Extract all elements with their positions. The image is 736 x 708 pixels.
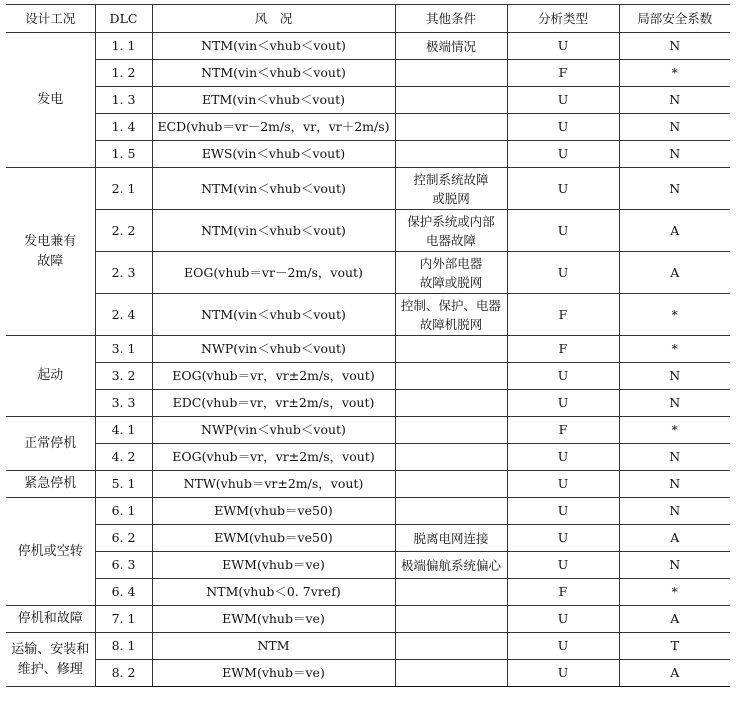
dlc-cell: 6. 1 [95,498,152,525]
header-other-conditions: 其他条件 [395,5,507,33]
other-conditions-cell: 控制系统故障 或脱网 [395,168,507,210]
table-row [6,210,730,252]
analysis-type-cell: U [507,252,619,294]
dlc-cell: 8. 2 [95,660,152,687]
analysis-type-cell: U [507,141,619,168]
other-conditions-cell [395,498,507,525]
safety-factor-cell: N [619,444,730,471]
other-conditions-cell [395,60,507,87]
wind-condition-cell: EOG(vhub＝vr－2m/s，vout) [152,252,395,294]
safety-factor-cell: * [619,579,730,606]
safety-factor-cell: N [619,168,730,210]
other-conditions-cell: 脱离电网连接 [395,525,507,552]
other-conditions-cell [395,141,507,168]
other-conditions-cell [395,336,507,363]
design-condition-text: 运输、安装和 维护、修理 [11,641,90,677]
other-conditions-cell [395,417,507,444]
analysis-type-cell: U [507,33,619,60]
safety-factor-cell: N [619,33,730,60]
other-conditions-cell: 内外部电器 故障或脱网 [395,252,507,294]
header-analysis-type: 分析类型 [507,5,619,33]
header-partial-safety-factor: 局部安全系数 [619,5,730,33]
dlc-cell: 2. 3 [95,252,152,294]
wind-condition-cell: NTM(vin＜vhub＜vout) [152,60,395,87]
safety-factor-cell: N [619,498,730,525]
design-condition-cell [6,168,95,336]
analysis-type-cell: U [507,606,619,633]
table-row [6,633,730,660]
design-condition-text: 紧急停机 [24,476,77,491]
table-row [6,87,730,114]
table-row [6,33,730,60]
design-condition-text: 起动 [37,368,64,383]
safety-factor-cell: N [619,87,730,114]
wind-condition-cell: NTM(vin＜vhub＜vout) [152,33,395,60]
analysis-type-cell: F [507,336,619,363]
dlc-cell: 3. 1 [95,336,152,363]
design-condition-text: 发电兼有 故障 [24,233,77,269]
table-row [6,294,730,336]
dlc-cell: 4. 2 [95,444,152,471]
safety-factor-cell: A [619,525,730,552]
analysis-type-cell: U [507,210,619,252]
safety-factor-cell: T [619,633,730,660]
safety-factor-cell: A [619,252,730,294]
safety-factor-cell: N [619,141,730,168]
dlc-cell: 1. 2 [95,60,152,87]
table-row [6,579,730,606]
design-condition-cell [6,606,95,633]
other-conditions-cell: 极端偏航系统偏心 [395,552,507,579]
analysis-type-cell: U [507,552,619,579]
dlc-cell: 8. 1 [95,633,152,660]
wind-condition-cell: EWM(vhub＝ve) [152,552,395,579]
dlc-cell: 2. 4 [95,294,152,336]
analysis-type-cell: U [507,168,619,210]
table-row [6,60,730,87]
table-row [6,660,730,687]
table-row [6,606,730,633]
table-row [6,525,730,552]
analysis-type-cell: U [507,660,619,687]
wind-condition-cell: NTM [152,633,395,660]
safety-factor-cell: * [619,60,730,87]
dlc-cell: 6. 2 [95,525,152,552]
wind-condition-cell: NTM(vhub＜0. 7vref) [152,579,395,606]
dlc-cell: 2. 2 [95,210,152,252]
dlc-cell: 1. 4 [95,114,152,141]
wind-condition-cell: NTM(vin＜vhub＜vout) [152,168,395,210]
analysis-type-cell: U [507,525,619,552]
table-row [6,168,730,210]
table-row [6,417,730,444]
table-row [6,552,730,579]
analysis-type-cell: U [507,114,619,141]
other-conditions-cell [395,633,507,660]
table-header [6,5,730,33]
wind-condition-cell: NWP(vin＜vhub＜vout) [152,336,395,363]
table-row [6,363,730,390]
safety-factor-cell: * [619,417,730,444]
table-row [6,336,730,363]
design-condition-cell [6,417,95,471]
safety-factor-cell: * [619,336,730,363]
table-row [6,390,730,417]
safety-factor-cell: N [619,363,730,390]
dlc-cell: 6. 3 [95,552,152,579]
design-condition-text: 停机或空转 [17,543,83,559]
dlc-cell: 7. 1 [95,606,152,633]
design-condition-text: 停机和故障 [17,611,83,626]
analysis-type-cell: U [507,363,619,390]
wind-condition-cell: EWS(vin＜vhub＜vout) [152,141,395,168]
design-condition-cell [6,471,95,498]
table-body [6,33,730,687]
table-row [6,252,730,294]
header-wind-condition: 风 况 [152,5,395,33]
wind-condition-cell: NTM(vin＜vhub＜vout) [152,294,395,336]
wind-condition-cell: EDC(vhub＝vr，vr±2m/s，vout) [152,390,395,417]
wind-condition-cell: EWM(vhub＝ve50) [152,498,395,525]
dlc-cell: 5. 1 [95,471,152,498]
table-row [6,498,730,525]
wind-condition-cell: EWM(vhub＝ve) [152,606,395,633]
safety-factor-cell: A [619,660,730,687]
other-conditions-cell [395,114,507,141]
header-dlc: DLC [95,5,152,33]
safety-factor-cell: N [619,552,730,579]
other-conditions-cell: 控制、保护、电器 故障机脱网 [395,294,507,336]
design-condition-text: 正常停机 [24,435,77,451]
analysis-type-cell: F [507,417,619,444]
other-conditions-cell [395,390,507,417]
safety-factor-cell: N [619,390,730,417]
other-conditions-cell [395,606,507,633]
analysis-type-cell: U [507,471,619,498]
table-row [6,471,730,498]
analysis-type-cell: F [507,294,619,336]
safety-factor-cell: A [619,210,730,252]
design-condition-cell [6,498,95,606]
other-conditions-cell [395,87,507,114]
dlc-cell: 3. 2 [95,363,152,390]
safety-factor-cell: * [619,294,730,336]
dlc-cell: 1. 1 [95,33,152,60]
dlc-cell: 1. 3 [95,87,152,114]
design-load-case-table [6,4,730,687]
analysis-type-cell: U [507,444,619,471]
wind-condition-cell: NWP(vin＜vhub＜vout) [152,417,395,444]
dlc-cell: 3. 3 [95,390,152,417]
design-load-case-table-wrapper [6,4,730,687]
header-row [6,5,730,33]
analysis-type-cell: F [507,60,619,87]
dlc-cell: 2. 1 [95,168,152,210]
analysis-type-cell: U [507,633,619,660]
other-conditions-cell [395,579,507,606]
analysis-type-cell: U [507,87,619,114]
other-conditions-cell: 保护系统或内部 电器故障 [395,210,507,252]
dlc-cell: 1. 5 [95,141,152,168]
design-condition-cell [6,336,95,417]
other-conditions-cell [395,660,507,687]
wind-condition-cell: ETM(vin＜vhub＜vout) [152,87,395,114]
analysis-type-cell: F [507,579,619,606]
wind-condition-cell: EOG(vhub＝vr，vr±2m/s，vout) [152,444,395,471]
other-conditions-cell: 极端情况 [395,33,507,60]
wind-condition-cell: NTW(vhub＝vr±2m/s，vout) [152,471,395,498]
wind-condition-cell: EWM(vhub＝ve) [152,660,395,687]
design-condition-cell [6,33,95,168]
table-row [6,141,730,168]
analysis-type-cell: U [507,390,619,417]
wind-condition-cell: ECD(vhub＝vr－2m/s，vr，vr＋2m/s) [152,114,395,141]
design-condition-text: 发电 [37,92,64,107]
table-row [6,444,730,471]
dlc-cell: 6. 4 [95,579,152,606]
dlc-cell: 4. 1 [95,417,152,444]
wind-condition-cell: EOG(vhub＝vr，vr±2m/s，vout) [152,363,395,390]
other-conditions-cell [395,471,507,498]
other-conditions-cell [395,444,507,471]
other-conditions-cell [395,363,507,390]
analysis-type-cell: U [507,498,619,525]
design-condition-cell [6,633,95,687]
safety-factor-cell: A [619,606,730,633]
header-design-condition: 设计工况 [6,5,95,33]
safety-factor-cell: N [619,471,730,498]
wind-condition-cell: EWM(vhub＝ve50) [152,525,395,552]
wind-condition-cell: NTM(vin＜vhub＜vout) [152,210,395,252]
safety-factor-cell: N [619,114,730,141]
table-row [6,114,730,141]
